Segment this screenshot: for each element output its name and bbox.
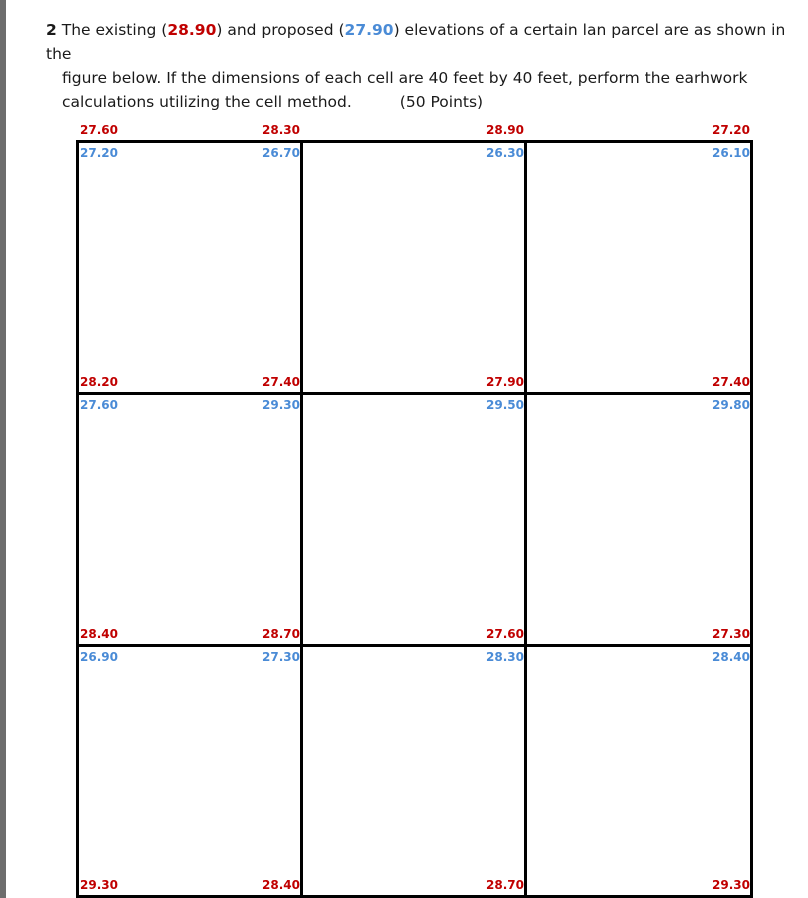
proposed-elevation-label: 29.30 — [262, 398, 300, 412]
existing-elevation-label: 28.40 — [262, 878, 300, 892]
proposed-elevation-label: 28.40 — [712, 650, 750, 664]
question-text-part1: The existing ( — [61, 21, 168, 39]
existing-elevation-label: 28.20 — [80, 375, 118, 389]
existing-elevation-label: 28.90 — [486, 123, 524, 137]
proposed-elevation-label: 26.10 — [712, 146, 750, 160]
existing-elevation-label: 28.70 — [262, 627, 300, 641]
question-line-2: figure below. If the dimensions of each cell are 40 feet by 40 feet, perform the earhwork — [62, 69, 748, 87]
question-points: (50 Points) — [399, 93, 484, 111]
grid-vertical-line — [300, 140, 303, 898]
proposed-elevation-sample: 27.90 — [344, 21, 394, 39]
existing-elevation-label: 27.40 — [712, 375, 750, 389]
existing-elevation-label: 29.30 — [80, 878, 118, 892]
question-text-part2: ) and proposed ( — [216, 21, 345, 39]
question-text-part3: ) elevations of a certain lan parcel are as shown in the — [46, 21, 786, 63]
existing-elevation-label: 27.30 — [712, 627, 750, 641]
proposed-elevation-label: 26.90 — [80, 650, 118, 664]
grid-vertical-line — [524, 140, 527, 898]
existing-elevation-label: 27.40 — [262, 375, 300, 389]
existing-elevation-sample: 28.90 — [167, 21, 217, 39]
proposed-elevation-label: 26.30 — [486, 146, 524, 160]
proposed-elevation-label: 27.30 — [262, 650, 300, 664]
existing-elevation-label: 28.70 — [486, 878, 524, 892]
existing-elevation-label: 27.60 — [80, 123, 118, 137]
grid-horizontal-line — [76, 140, 753, 143]
proposed-elevation-label: 28.30 — [486, 650, 524, 664]
proposed-elevation-label: 27.60 — [80, 398, 118, 412]
grid-vertical-line — [750, 140, 753, 898]
existing-elevation-label: 27.90 — [486, 375, 524, 389]
grid-vertical-line — [76, 140, 79, 898]
proposed-elevation-label: 29.80 — [712, 398, 750, 412]
existing-elevation-label: 28.30 — [262, 123, 300, 137]
grid-horizontal-line — [76, 392, 753, 395]
proposed-elevation-label: 27.20 — [80, 146, 118, 160]
grid-horizontal-line — [76, 644, 753, 647]
question-number: 2 — [46, 21, 57, 39]
proposed-elevation-label: 29.50 — [486, 398, 524, 412]
existing-elevation-label: 27.60 — [486, 627, 524, 641]
proposed-elevation-label: 26.70 — [262, 146, 300, 160]
question-line-3: calculations utilizing the cell method. — [62, 93, 352, 111]
existing-elevation-label: 27.20 — [712, 123, 750, 137]
existing-elevation-label: 28.40 — [80, 627, 118, 641]
existing-elevation-label: 29.30 — [712, 878, 750, 892]
